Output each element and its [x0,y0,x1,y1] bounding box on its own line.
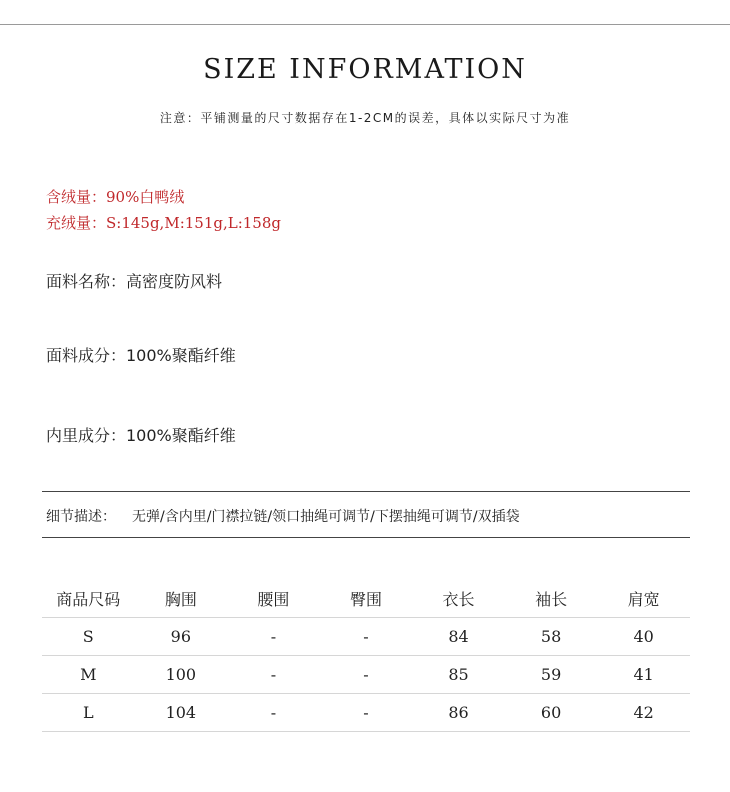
header-waist: 腰围 [227,580,320,618]
header-chest: 胸围 [135,580,228,618]
cell-chest: 104 [135,694,228,732]
cell-shoulder: 41 [597,656,690,694]
fabric-name-text: 面料名称：高密度防风料 [46,272,223,291]
cell-hip: - [320,618,413,656]
cell-shoulder: 40 [597,618,690,656]
top-divider [0,24,730,25]
cell-hip: - [320,694,413,732]
table-row [42,656,690,694]
details-top-divider [42,491,690,492]
cell-size: S [42,618,135,656]
table-row [42,618,690,656]
cell-length: 85 [412,656,505,694]
table-row [42,694,690,732]
cell-length: 84 [412,618,505,656]
page-title: SIZE INFORMATION [203,54,527,85]
cell-size: M [42,656,135,694]
cell-chest: 100 [135,656,228,694]
measurement-note: 注意：平铺测量的尺寸数据存在1-2CM的误差，具体以实际尺寸为准 [159,111,571,125]
down-fill-text: 充绒量：S:145g,M:151g,L:158g [46,214,281,232]
cell-sleeve: 59 [505,656,598,694]
cell-waist: - [227,618,320,656]
size-table-header [42,580,690,618]
cell-sleeve: 60 [505,694,598,732]
details-section [46,506,520,526]
down-content-text: 含绒量：90%白鸭绒 [46,188,185,206]
details-label: 细节描述： [46,509,116,525]
header-shoulder: 肩宽 [597,580,690,618]
cell-sleeve: 58 [505,618,598,656]
cell-hip: - [320,656,413,694]
header-hip: 臀围 [320,580,413,618]
details-bottom-divider [42,537,690,538]
lining-composition-text: 内里成分：100%聚酯纤维 [46,426,236,445]
cell-shoulder: 42 [597,694,690,732]
header-length: 衣长 [412,580,505,618]
cell-waist: - [227,694,320,732]
header-sleeve: 袖长 [505,580,598,618]
cell-waist: - [227,656,320,694]
fabric-composition-text: 面料成分：100%聚酯纤维 [46,346,236,365]
cell-chest: 96 [135,618,228,656]
cell-size: L [42,694,135,732]
size-table [42,580,690,732]
details-text: 无弹/含内里/门襟拉链/领口抽绳可调节/下摆抽绳可调节/双插袋 [132,509,520,525]
header-size: 商品尺码 [42,580,135,618]
cell-length: 86 [412,694,505,732]
